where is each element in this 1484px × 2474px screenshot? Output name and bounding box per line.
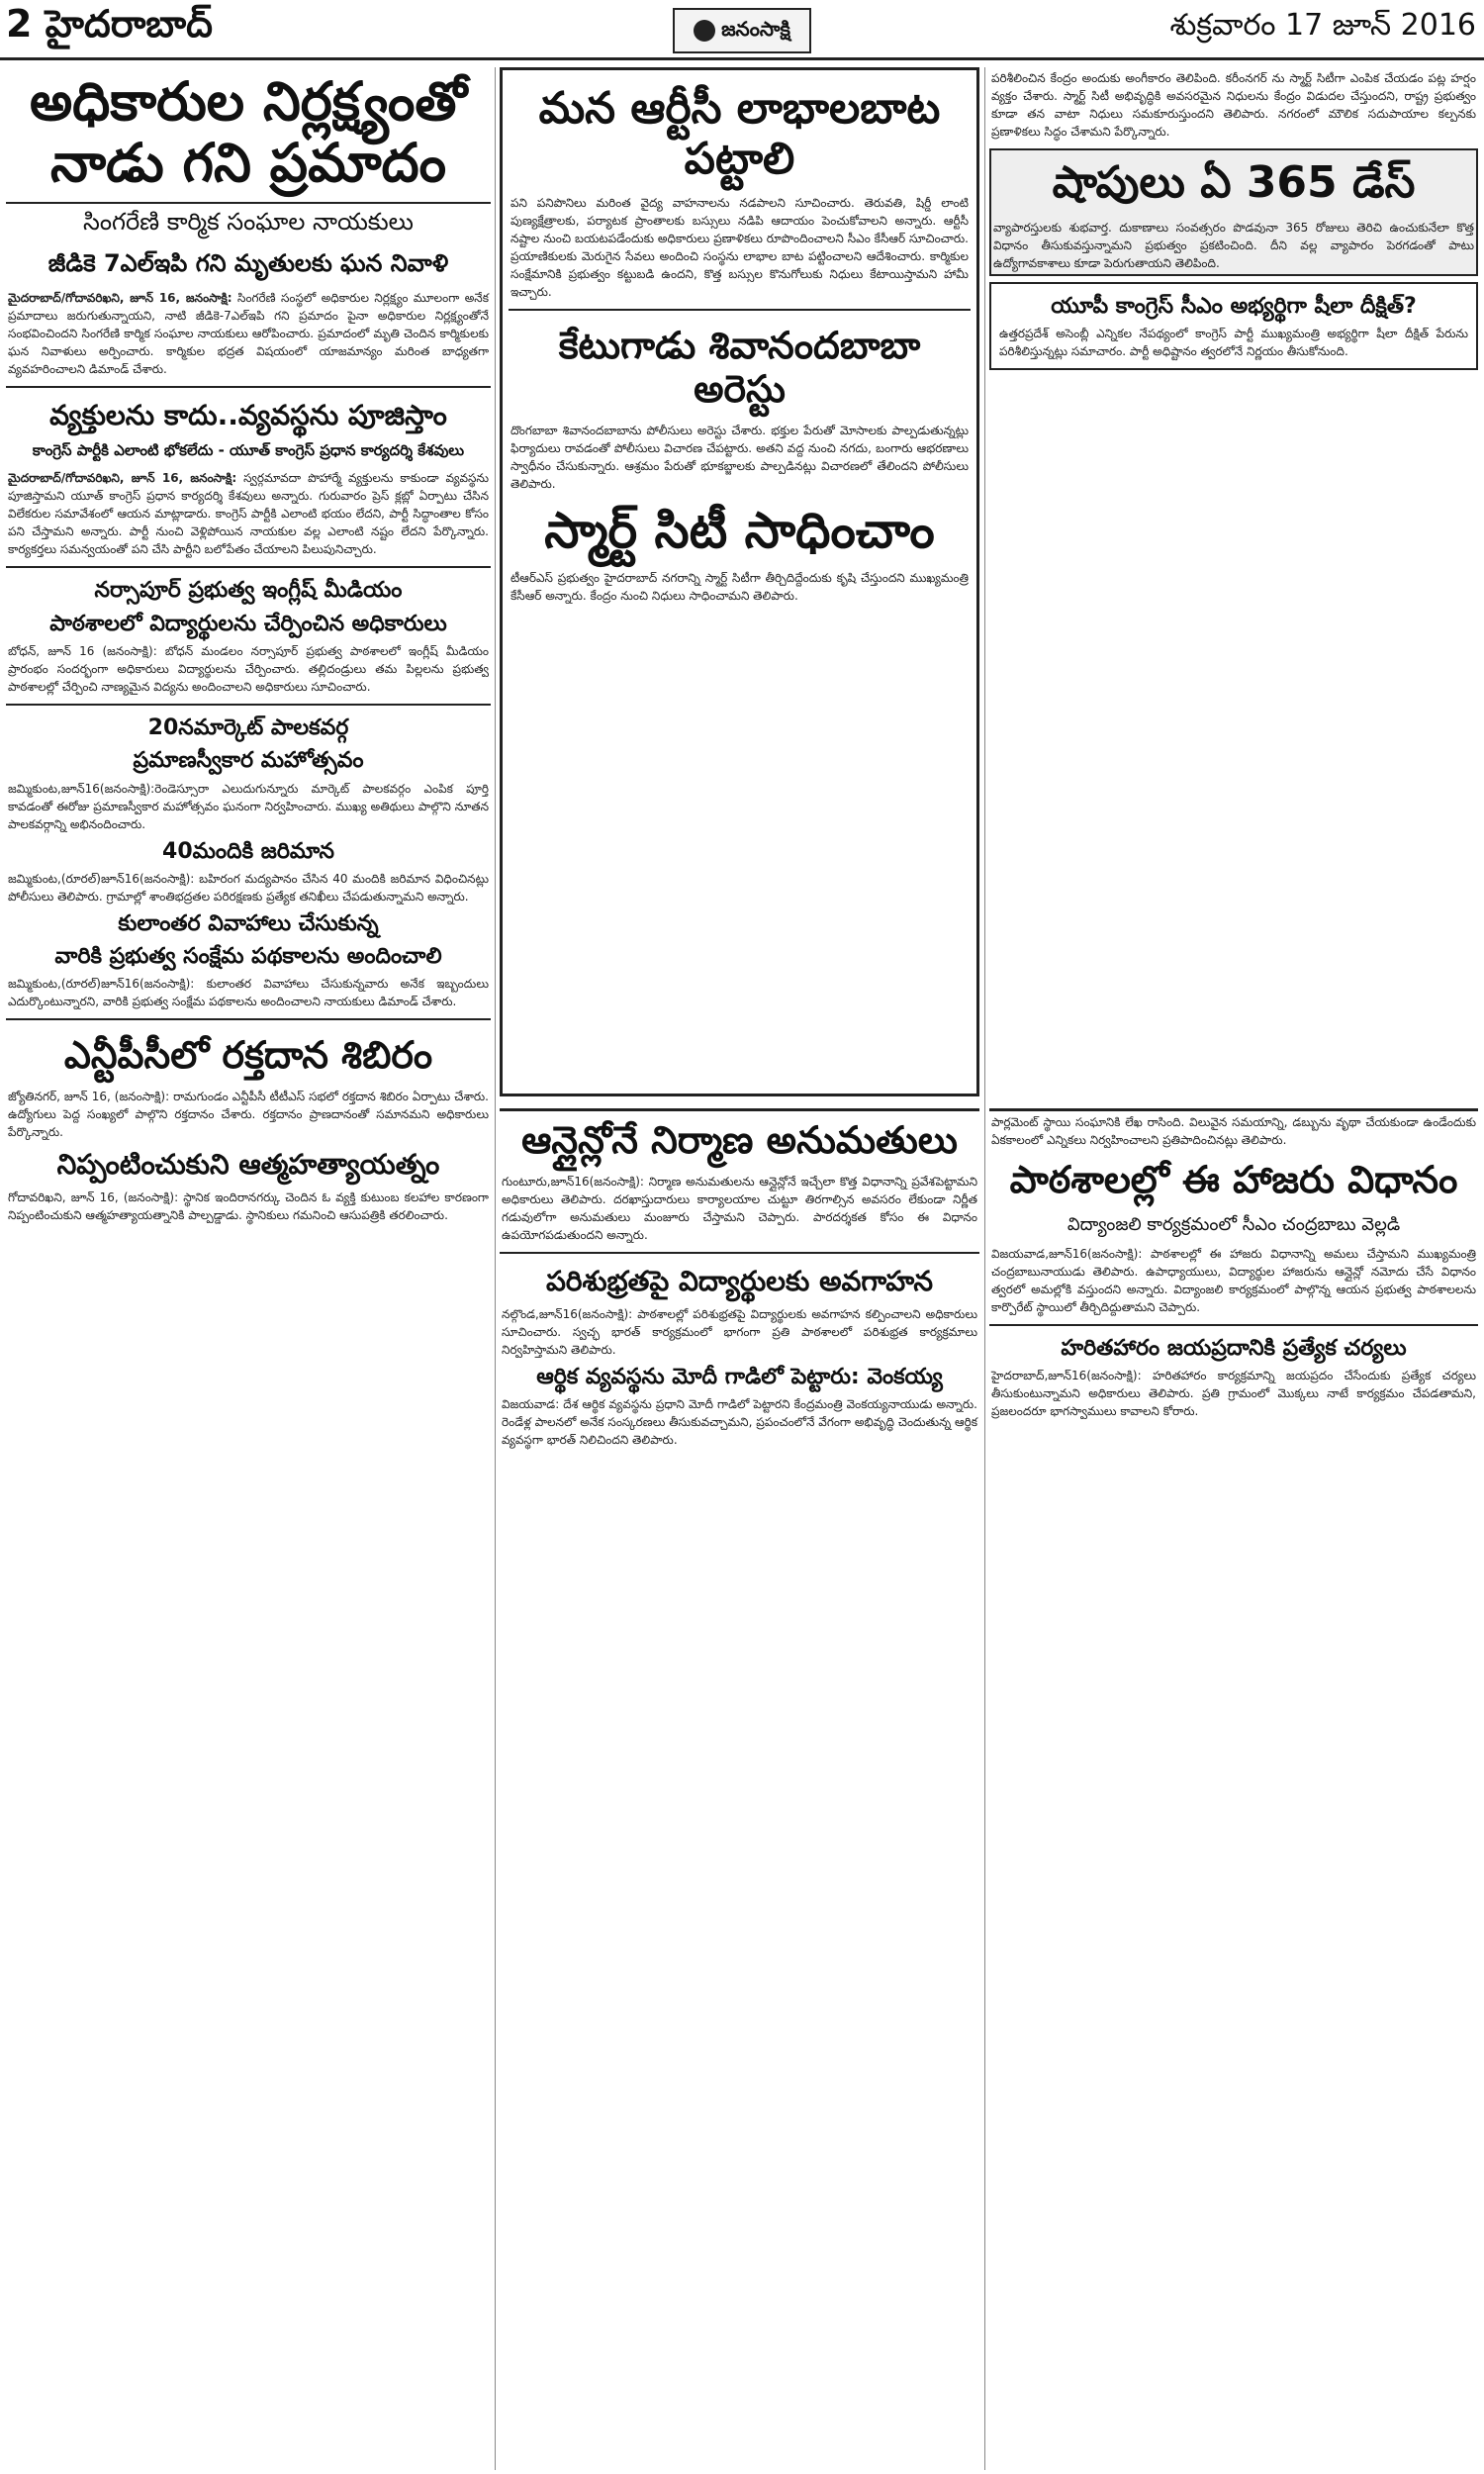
issue-date: శుక్రవారం 17 జూన్ 2016 xyxy=(1169,8,1476,43)
headline-smart-city: స్మార్ట్ సిటీ సాధించాం xyxy=(544,501,935,559)
article-body: టీఆర్ఎస్ ప్రభుత్వం హైదరాబాద్ నగరాన్ని స్మార్ట్ సిటీగా తీర్చిదిద్దేందుకు కృషి చేస్తుందని ముఖ్యమంత్రి కేసీఆర్ అన్నారు. కేంద్రం నుంచి నిధులు సాధించామని తెలిపారు. xyxy=(510,571,969,604)
headline-up: యూపీ కాంగ్రెస్ సీఎం అభ్యర్థిగా షీలా దీక్షిత్? xyxy=(1051,293,1417,319)
article-body: జమ్మికుంట,(రూరల్)జూన్16(జనంసాక్షి): బహిరంగ మద్యపానం చేసిన 40 మందికి జరిమాన విధించినట్లు పోలీసులు తెలిపారు. గ్రామాల్లో శాంతిభద్రతల పరిరక్షణకు ప్రత్యేక తనిఖీలు చేపడుతున్నామని అన్నారు. xyxy=(8,871,489,904)
headline-intercaste: కులాంతర వివాహాలు చేసుకున్న xyxy=(118,910,379,936)
subheading: విద్యాంజలి కార్యక్రమంలో సీఎం చంద్రబాబు వెల్లడి xyxy=(1067,1213,1401,1235)
article-body: విజయవాడ: దేశ ఆర్థిక వ్యవస్థను ప్రధాని మోదీ గాడిలో పెట్టారని కేంద్రమంత్రి వెంకయ్యనాయుడు అన్నారు. రెండేళ్ల పాలనలో అనేక సంస్కరణలు తీసుకువచ్చామని, ప్రపంచంలోనే వేగంగా అభివృద్ధి చెందుతున్న ఆర్థిక వ్యవస్థగా భారత్ నిలిచిందని తెలిపారు. xyxy=(502,1397,977,1448)
logo-text: జనంసాక్షి xyxy=(721,16,790,41)
subheading: కాంగ్రెస్ పార్టీకి ఎలాంటి భోకలేదు - యూత్ కాంగ్రెస్ ప్రధాన కార్యదర్శి కేశవులు xyxy=(32,441,465,460)
article-body: సింగరేణి సంస్థలో అధికారుల నిర్లక్ష్యం మూలంగా అనేక ప్రమాదాలు జరుగుతున్నాయని, నాటి జీడికె-7ఎల్ఇపి గని ప్రమాదం పైనా అధికారుల నిర్లక్ష్యంతోనే సంభవించిందని సింగరేణి కార్మిక సంఘాల నాయకులు ఆరోపించారు. ప్రమాదంలో మృతి చెందిన కార్మికులకు ఘన నివాళులు అర్పించారు. కార్మికుల భద్రత విషయంలో యాజమాన్యం మరింత బాధ్యతగా వ్యవహరించాలని డిమాండ్ చేశారు. xyxy=(8,291,489,377)
headline-narsapur-2: పాఠశాలలో విద్యార్థులను చేర్పించిన అధికారులు xyxy=(49,611,447,636)
headline-market: 20నమార్కెట్ పాలకవర్గ xyxy=(147,714,349,740)
lead-subheading: సింగరేణి కార్మిక సంఘాల నాయకులు xyxy=(83,208,414,237)
headline-cleanliness: పరిశుభ్రతపై విద్యార్థులకు అవగాహన xyxy=(545,1264,934,1297)
logo-mark-icon xyxy=(694,20,715,42)
article-body: జ్యోతినగర్, జూన్ 16, (జనంసాక్షి): రామగుండం ఎన్టీపీసీ టీటీఎస్ సభలో రక్తదాన శిబిరం ఏర్పాటు చేశారు. ఉద్యోగులు పెద్ద సంఖ్యలో పాల్గొని రక్తదానం చేశారు. రక్తదానం ప్రాణదానంతో సమానమని అధికారులు పేర్కొన్నారు. xyxy=(8,1090,489,1140)
article-body: హైదరాబాద్,జూన్16(జనంసాక్షి): హరితహారం కార్యక్రమాన్ని జయప్రదం చేసేందుకు ప్రత్యేక చర్యలు తీసుకుంటున్నామని అధికారులు తెలిపారు. ప్రతి గ్రామంలో మొక్కలు నాటే కార్యక్రమం చేపడతామని, ప్రజలందరూ భాగస్వాములు కావాలని కోరారు. xyxy=(991,1368,1476,1418)
article-body: జమ్మికుంట,జూన్16(జనంసాక్షి):రెండెస్సూరా ఎలుదుగున్నూరు మార్కెట్ పాలకవర్గం ఎంపిక పూర్తి కావడంతో ఈరోజు ప్రమాణస్వీకార మహోత్సవం ఘనంగా నిర్వహించారు. ముఖ్య అతిథులు పాల్గొని నూతన పాలకవర్గాన్ని అభినందించారు. xyxy=(8,781,489,831)
lead-headline: అధికారుల నిర్లక్ష్యంతో నాడు గని ప్రమాదం xyxy=(6,67,491,204)
article-body: ఉత్తరప్రదేశ్ అసెంబ్లీ ఎన్నికల నేపథ్యంలో కాంగ్రెస్ పార్టీ ముఖ్యమంత్రి అభ్యర్థిగా షీలా దీక్షిత్ పేరును పరిశీలిస్తున్నట్లు సమాచారం. పార్టీ అధిష్టానం త్వరలోనే నిర్ణయం తీసుకోనుంది. xyxy=(999,326,1468,358)
article-body: విజయవాడ,జూన్16(జనంసాక్షి): పాఠశాలల్లో ఈ హాజరు విధానాన్ని అమలు చేస్తామని ముఖ్యమంత్రి చంద్రబాబునాయుడు తెలిపారు. ఉపాధ్యాయులు, విద్యార్థుల హాజరును ఆన్లైన్లో నమోదు చేసే విధానం త్వరలో అమల్లోకి వస్తుందని అన్నారు. విద్యాంజలి కార్యక్రమంలో పాల్గొన్న ఆయన ప్రభుత్వ పాఠశాలలను కార్పొరేట్ స్థాయిలో తీర్చిదిద్దుతామని చెప్పారు. xyxy=(991,1246,1476,1314)
column-left xyxy=(6,67,491,2470)
shops-feature-box xyxy=(989,148,1478,276)
up-box xyxy=(989,282,1478,370)
column-right-top xyxy=(989,67,1478,1096)
page-number-section: 2 హైదరాబాద్ xyxy=(6,2,213,46)
article-body: జమ్మికుంట,(రూరల్)జూన్16(జనంసాక్షి): కులాంతర వివాహాలు చేసుకున్నవారు అనేక ఇబ్బందులు ఎదుర్కొంటున్నారని, వారికి ప్రభుత్వ సంక్షేమ పథకాలను అందించాలని నాయకులు డిమాండ్ చేశారు. xyxy=(8,977,489,1009)
headline-economy: ఆర్థిక వ్యవస్థను మోదీ గాడిలో పెట్టారు: వెంకయ్య xyxy=(536,1364,943,1389)
headline-suicide: నిప్పంటించుకుని ఆత్మహత్యాయత్నం xyxy=(56,1148,440,1182)
headline-rtc: మన ఆర్టీసీ లాభాలబాట పట్టాలి xyxy=(538,83,941,184)
headline-attendance: పాఠశాలల్లో ఈ హాజరు విధానం xyxy=(1009,1158,1458,1201)
headline-haritha: హరితహారం జయప్రదానికి ప్రత్యేక చర్యలు xyxy=(1061,1335,1407,1361)
headline-ketugadu: కేటుగాడు శివానందబాబా అరెస్టు xyxy=(558,324,921,411)
article-body: పార్లమెంట్ స్థాయి సంఘానికి లేఖ రాసింది. విలువైన సమయాన్ని, డబ్బును వృథా చేయకుండా ఉండేందుకు ఏకకాలంలో ఎన్నికలు నిర్వహించాలని ప్రతిపాదించినట్లు తెలిపారు. xyxy=(991,1115,1476,1147)
column-right-bottom xyxy=(989,1108,1478,2470)
article-body: నల్గొండ,జూన్16(జనంసాక్షి): పాఠశాలల్లో పరిశుభ్రతపై విద్యార్థులకు అవగాహన కల్పించాలని అధికారులు సూచించారు. స్వచ్ఛ భారత్ కార్యక్రమంలో భాగంగా ప్రతి పాఠశాలలో పరిశుభ్రత కార్యక్రమాలు నిర్వహిస్తామని తెలిపారు. xyxy=(502,1306,977,1357)
article-body: పని పనిపొనిలు మరింత వైద్య వాహనాలను నడపాలని సూచించారు. తెరువతి, షిర్డీ లాంటి పుణ్యక్షేత్రాలకు, పర్యాటక ప్రాంతాలకు బస్సులు నడిపి ఆదాయం పెంచుకోవాలని అన్నారు. ఆర్టీసీ నష్టాల నుంచి బయటపడేందుకు అధికారులు ప్రణాళికలు రూపొందించాలని సీఎం కేసీఆర్ సూచించారు. ప్రయాణికులకు మెరుగైన సేవలు అందించి సంస్థను లాభాల బాట పట్టించాలని ఆదేశించారు. కార్మికుల సంక్షేమానికి ప్రభుత్వం కట్టుబడి ఉందని, కొత్త బస్సుల కొనుగోలుకు నిధులు కేటాయిస్తామని హామీ ఇచ్చారు. xyxy=(510,196,969,300)
headline-shops: షాపులు ఏ 365 డేస్ xyxy=(1052,157,1416,208)
article-body: పరిశీలించిన కేంద్రం అందుకు అంగీకారం తెలిపింది. కరీంనగర్ ను స్మార్ట్ సిటీగా ఎంపిక చేయడం పట్ల హర్షం వ్యక్తం చేశారు. స్మార్ట్ సిటీ అభివృద్ధికి అవసరమైన నిధులను కేంద్రం విడుదల చేస్తుందని, రాష్ట్ర ప్రభుత్వం కూడా తన వాటా నిధులు సమకూరుస్తుందని తెలిపారు. నగరంలో మౌలిక సదుపాయాల కల్పనకు ప్రణాళికలు సిద్ధం చేశామని పేర్కొన్నారు. xyxy=(991,71,1476,139)
header-rule xyxy=(0,57,1484,60)
column-center-bottom xyxy=(500,1108,979,2470)
headline-market-2: ప్రమాణస్వీకార మహోత్సవం xyxy=(133,748,364,774)
article-body: స్వర్గమావదా పొహార్మే వ్యక్తులను కాకుండా వ్యవస్థను పూజిస్తామని యూత్ కాంగ్రెస్ ప్రధాన కార్యదర్శి కేశవులు అన్నారు. గురువారం ప్రెస్ క్లబ్లో ఏర్పాటు చేసిన విలేకరుల సమావేశంలో ఆయన మాట్లాడారు. కాంగ్రెస్ పార్టీకి ఎలాంటి భయం లేదని, పార్టీ సిద్ధాంతాల కోసం పని చేస్తామని అన్నారు. పార్టీ నుంచి వెళ్లిపోయిన నాయకుల వల్ల ఎలాంటి నష్టం లేదని పేర్కొన్నారు. కార్యకర్తలు సమన్వయంతో పని చేసి పార్టీని బలోపేతం చేయాలని పిలుపునిచ్చారు. xyxy=(8,471,489,557)
column-center-boxed xyxy=(500,67,979,1096)
article-body: బోధన్, జూన్ 16 (జనంసాక్షి): బోధన్ మండలం నర్సాపూర్ ప్రభుత్వ పాఠశాలలో ఇంగ్లీష్ మీడియం ప్రారంభం సందర్భంగా అధికారులు విద్యార్థులను చేర్పించారు. తల్లిదండ్రులు తమ పిల్లలను ప్రభుత్వ పాఠశాలల్లో చేర్పించి నాణ్యమైన విద్యను అందించాలని అధికారులు సూచించారు. xyxy=(8,643,489,694)
article-body: గోదావరిఖని, జూన్ 16, (జనంసాక్షి): స్థానిక ఇందిరానగర్కు చెందిన ఓ వ్యక్తి కుటుంబ కలహాల కారణంగా నిప్పంటించుకుని ఆత్మహత్యాయత్నానికి పాల్పడ్డాడు. స్థానికులు గమనించి ఆసుపత్రికి తరలించారు. xyxy=(8,1190,489,1223)
article-body: దొంగబాబా శివానందబాబాను పోలీసులు అరెస్టు చేశారు. భక్తుల పేరుతో మోసాలకు పాల్పడుతున్నట్లు ఫిర్యాదులు రావడంతో పోలీసులు విచారణ చేపట్టారు. అతని వద్ద నుంచి నగదు, బంగారు ఆభరణాలు స్వాధీనం చేసుకున్నారు. ఆశ్రమం పేరుతో భూకబ్జాలకు పాల్పడినట్లు విచారణలో తేలిందని పోలీసులు తెలిపారు. xyxy=(510,423,969,491)
headline-narsapur: నర్సాపూర్ ప్రభుత్వ ఇంగ్లీష్ మీడియం xyxy=(94,578,403,604)
headline-online: ఆన్లైన్లోనే నిర్మాణ అనుమతులు xyxy=(521,1118,958,1162)
lead-subheading-2: జీడికె 7ఎల్ఇపి గని మృతులకు ఘన నివాళి xyxy=(47,249,449,278)
column-divider xyxy=(495,67,496,2470)
dateline: మైదరాబాద్/గోదావరిఖని, జూన్ 16, జనంసాక్షి: xyxy=(8,291,232,306)
headline-vyaktulu: వ్యక్తులను కాదు..వ్యవస్థను పూజిస్తాం xyxy=(49,399,447,432)
article-body: గుంటూరు,జూన్16(జనంసాక్షి): నిర్మాణ అనుమతులను ఆన్లైన్లోనే ఇచ్చేలా కొత్త విధానాన్ని ప్రవేశపెట్టామని అధికారులు తెలిపారు. దరఖాస్తుదారులు కార్యాలయాల చుట్టూ తిరగాల్సిన అవసరం లేకుండా నిర్ణీత గడువులోగా అనుమతులు మంజూరు చేస్తామని చెప్పారు. పారదర్శకత కోసం ఈ విధానం ఉపయోగపడుతుందని అన్నారు. xyxy=(502,1174,977,1242)
headline-intercaste-2: వారికి ప్రభుత్వ సంక్షేమ పథకాలను అందించాలి xyxy=(54,944,442,970)
article-body: వ్యాపారస్తులకు శుభవార్త. దుకాణాలు సంవత్సరం పొడవునా 365 రోజులు తెరిచి ఉంచుకునేలా కొత్త విధానం తీసుకువస్తున్నామని ప్రభుత్వం ప్రకటించింది. దీని వల్ల వ్యాపారం పెరగడంతో పాటు ఉద్యోగావకాశాలు కూడా పెరుగుతాయని తెలిపింది. xyxy=(993,220,1474,270)
column-divider xyxy=(984,67,985,2470)
masthead-logo xyxy=(673,8,811,53)
dateline: మైదరాబాద్/గోదావరిఖని, జూన్ 16, జనంసాక్షి: xyxy=(8,471,237,486)
headline-ntpc: ఎన్టీపీసీలో రక్తదాన శిబిరం xyxy=(63,1033,433,1078)
headline-fine: 40మందికి జరిమాన xyxy=(162,838,334,864)
